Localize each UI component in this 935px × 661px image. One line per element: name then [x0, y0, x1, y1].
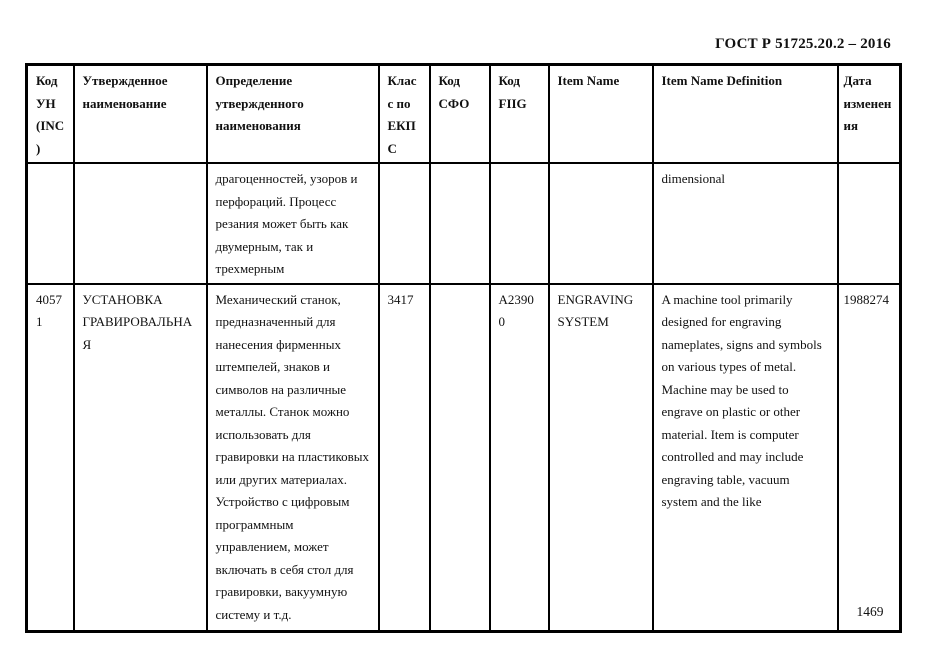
cell-ekps-class	[379, 163, 430, 284]
col-header-approved-name: Утвержденное наименование	[74, 65, 207, 164]
col-header-sfo-code: Код СФО	[430, 65, 490, 164]
cell-fiig-code: A23900	[490, 284, 549, 632]
table-header-row	[27, 65, 901, 164]
col-header-change-date: Дата изменения	[838, 65, 901, 164]
cell-ekps-class: 3417	[379, 284, 430, 632]
cell-sfo-code	[430, 163, 490, 284]
cell-sfo-code	[430, 284, 490, 632]
cell-item-name-definition: dimensional	[653, 163, 838, 284]
table-row-40571	[27, 284, 901, 632]
cell-approved-name: УСТАНОВКА ГРАВИРОВАЛЬНАЯ	[74, 284, 207, 632]
cell-item-name-definition: A machine tool primarily designed for engraving nameplates, signs and symbols on various types of metal. Machine may be used to engrave on plastic or other material. Item is computer controlled and may include engraving table, vacuum system and the like	[653, 284, 838, 632]
page-number: 1469	[856, 604, 884, 619]
cell-definition: Механический станок, предназначенный для нанесения фирменных штемпелей, знаков и символов на различные металлы. Станок можно использовать для гравировки на пластиковых или других материалах. Устройство с цифровым программным управлением, может включать в себя стол для гравировки, вакуумную систему и т.д.	[207, 284, 379, 632]
cell-item-name	[549, 163, 653, 284]
cell-inc-code	[27, 163, 74, 284]
standard-title: ГОСТ Р 51725.20.2 – 2016	[715, 36, 891, 52]
col-header-item-name: Item Name	[549, 65, 653, 164]
col-header-inc-code: Код УН (INC)	[27, 65, 74, 164]
col-header-fiig-code: Код FIIG	[490, 65, 549, 164]
cell-approved-name	[74, 163, 207, 284]
cell-inc-code: 40571	[27, 284, 74, 632]
cell-change-date: 1988274	[838, 284, 901, 632]
cell-item-name: ENGRAVING SYSTEM	[549, 284, 653, 632]
col-header-item-name-definition: Item Name Definition	[653, 65, 838, 164]
item-classification-table	[25, 63, 902, 633]
col-header-definition: Определение утвержденного наименования	[207, 65, 379, 164]
cell-fiig-code	[490, 163, 549, 284]
cell-change-date	[838, 163, 901, 284]
cell-definition: драгоценностей, узоров и перфораций. Процесс резания может быть как двумерным, так и трехмерным	[207, 163, 379, 284]
col-header-ekps-class: Класс по ЕКПС	[379, 65, 430, 164]
table-row-continuation	[27, 163, 901, 284]
